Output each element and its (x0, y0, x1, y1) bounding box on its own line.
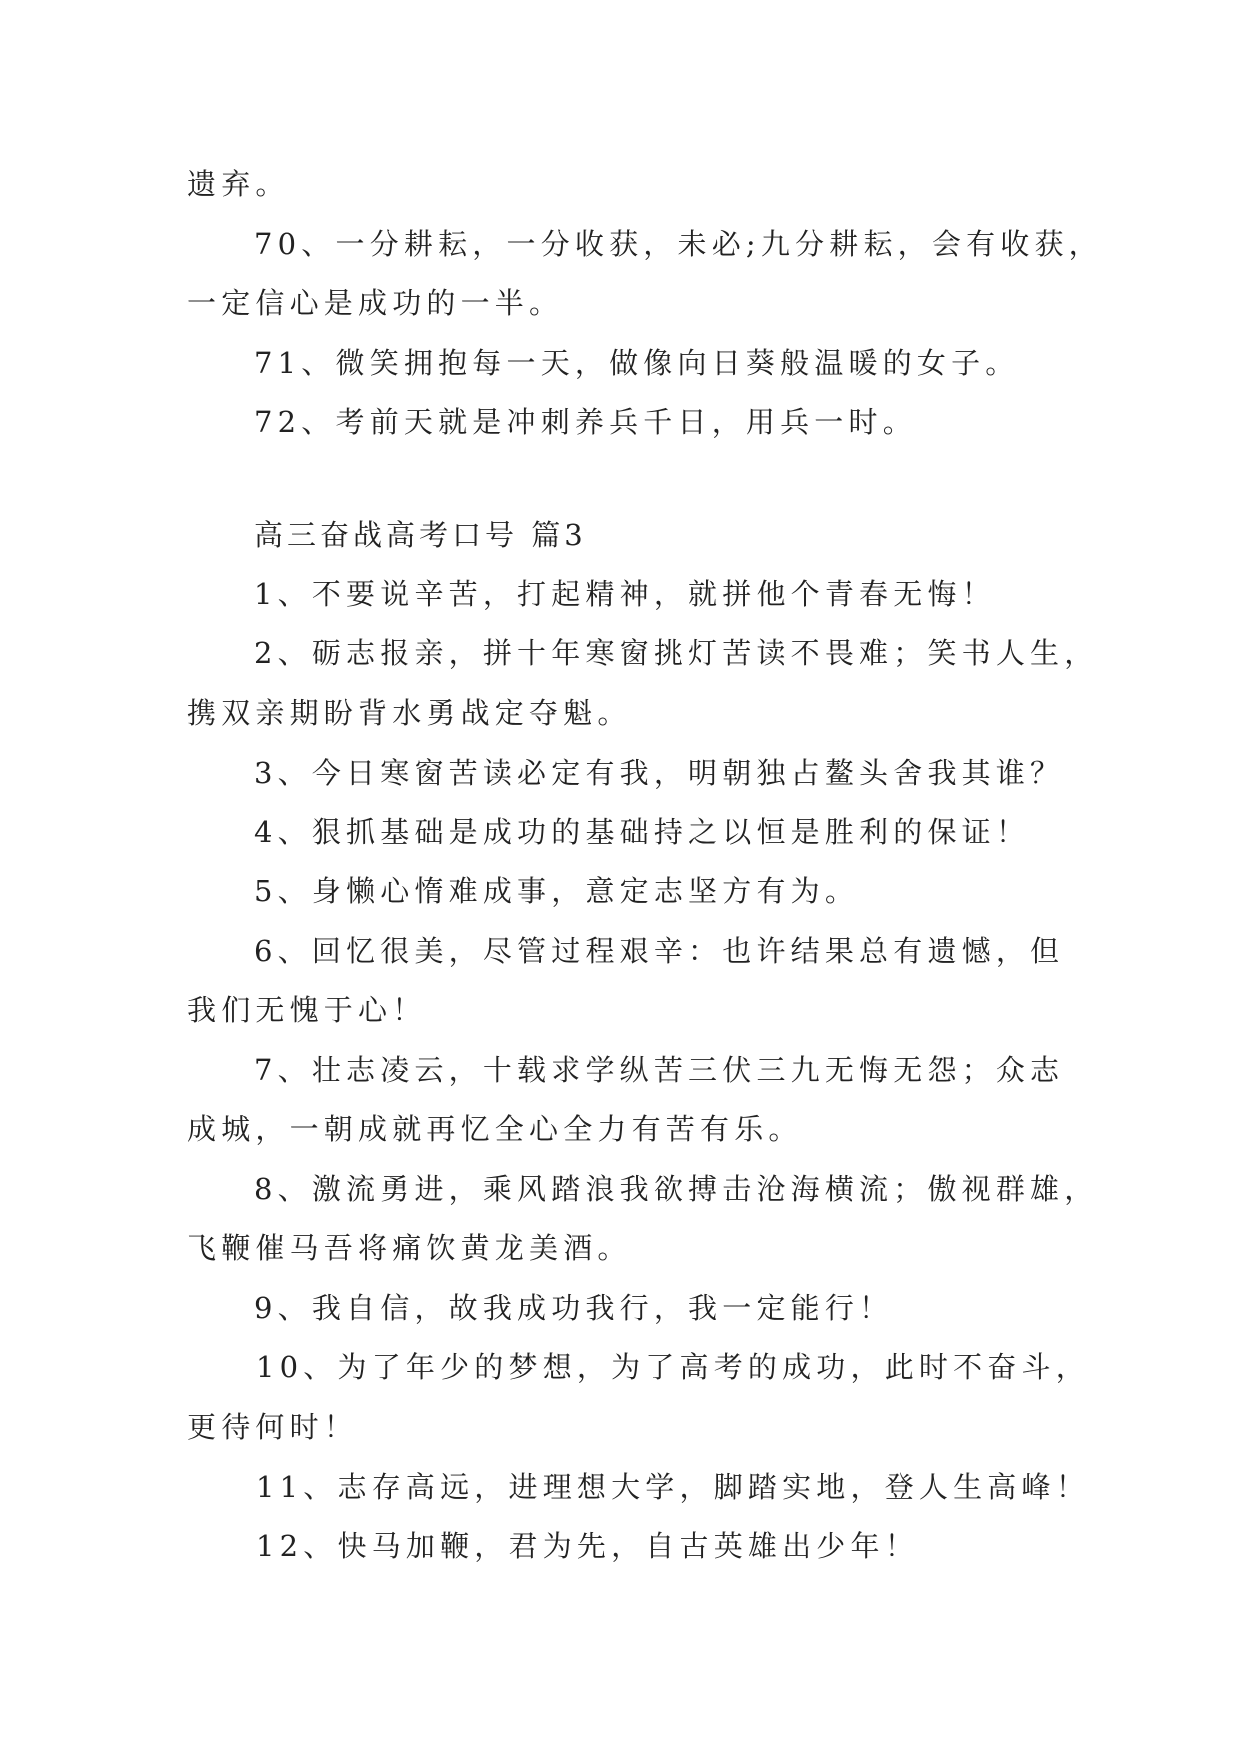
text-line: 71、微笑拥抱每一天，做像向日葵般温暖的女子。 (254, 346, 1020, 380)
text-line: 72、考前天就是冲刺养兵千日，用兵一时。 (254, 405, 917, 439)
text-line: 8、激流勇进，乘风踏浪我欲搏击沧海横流；傲视群雄， (254, 1172, 1099, 1206)
text-line: 70、一分耕耘，一分收获，未必;九分耕耘，会有收获， (254, 227, 1103, 261)
text-line: 6、回忆很美，尽管过程艰辛：也许结果总有遗憾，但 (254, 934, 1065, 968)
text-line: 10、为了年少的梦想，为了高考的成功，此时不奋斗， (256, 1350, 1090, 1384)
text-line: 2、砺志报亲，拼十年寒窗挑灯苦读不畏难；笑书人生， (254, 636, 1099, 670)
text-line: 9、我自信，故我成功我行，我一定能行！ (254, 1291, 894, 1325)
text-line: 携双亲期盼背水勇战定夺魁。 (187, 696, 632, 730)
text-line: 飞鞭催马吾将痛饮黄龙美酒。 (187, 1231, 632, 1265)
text-line: 5、身懒心惰难成事，意定志坚方有为。 (254, 874, 860, 908)
text-line: 3、今日寒窗苦读必定有我，明朝独占鳌头舍我其谁？ (254, 756, 1065, 790)
text-line: 我们无愧于心！ (187, 993, 427, 1027)
section-heading: 高三奋战高考口号 篇3 (254, 518, 587, 552)
text-line: 1、不要说辛苦，打起精神，就拼他个青春无悔！ (254, 577, 996, 611)
text-line: 11、志存高远，进理想大学，脚踏实地，登人生高峰！ (256, 1470, 1090, 1504)
text-line: 4、狠抓基础是成功的基础持之以恒是胜利的保证！ (254, 815, 1031, 849)
text-line: 更待何时！ (187, 1410, 359, 1444)
text-line: 12、快马加鞭，君为先，自古英雄出少年！ (256, 1529, 919, 1563)
text-line: 一定信心是成功的一半。 (187, 286, 564, 320)
text-line: 遗弃。 (187, 167, 290, 201)
text-line: 7、壮志凌云，十载求学纵苦三伏三九无悔无怨；众志 (254, 1053, 1065, 1087)
text-line: 成城，一朝成就再忆全心全力有苦有乐。 (187, 1112, 803, 1146)
